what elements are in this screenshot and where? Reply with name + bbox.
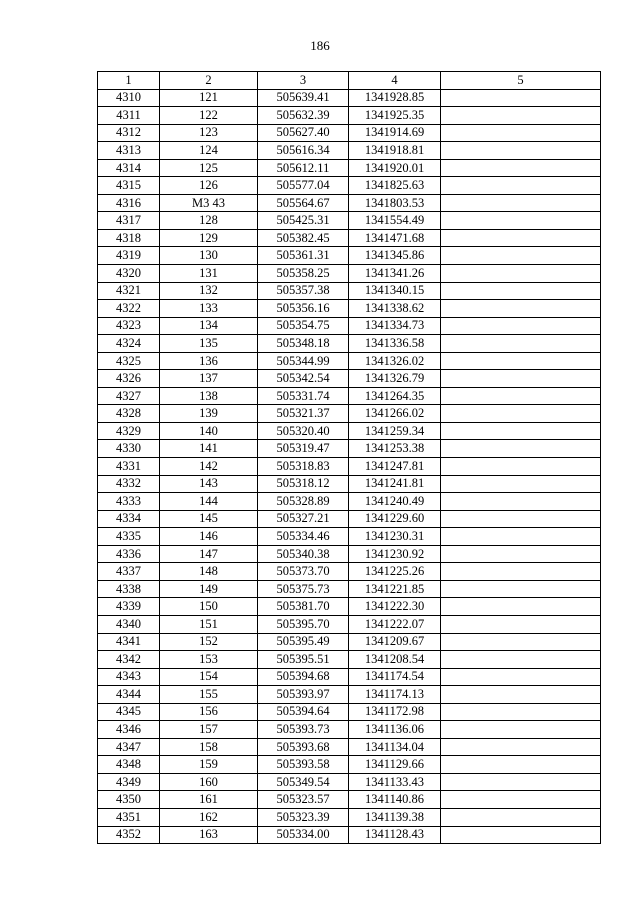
table-row — [98, 756, 601, 774]
table-cell: 1341172.98 — [349, 703, 441, 721]
table-cell — [441, 387, 601, 405]
table-cell: 1341336.58 — [349, 335, 441, 353]
table-cell: 4315 — [98, 177, 160, 195]
table-cell: 4331 — [98, 458, 160, 476]
table-cell: 505639.41 — [258, 89, 349, 107]
table-cell: 4350 — [98, 791, 160, 809]
table-row — [98, 317, 601, 335]
table-cell: 122 — [160, 107, 258, 125]
table-cell: 133 — [160, 300, 258, 318]
table-cell: 505331.74 — [258, 387, 349, 405]
table-cell: 1341920.01 — [349, 159, 441, 177]
table-cell: 1341914.69 — [349, 124, 441, 142]
table-cell — [441, 458, 601, 476]
table-row — [98, 545, 601, 563]
table-cell: 160 — [160, 773, 258, 791]
table-cell: 4337 — [98, 563, 160, 581]
table-row — [98, 440, 601, 458]
table-cell: 4342 — [98, 651, 160, 669]
table-cell — [441, 738, 601, 756]
table-cell: 156 — [160, 703, 258, 721]
table-cell: 505394.64 — [258, 703, 349, 721]
table-cell — [441, 773, 601, 791]
table-cell — [441, 282, 601, 300]
table-cell: 145 — [160, 510, 258, 528]
table-cell: 505395.51 — [258, 651, 349, 669]
table-cell — [441, 352, 601, 370]
table-row — [98, 808, 601, 826]
table-cell: 1341247.81 — [349, 458, 441, 476]
table-cell: 505356.16 — [258, 300, 349, 318]
table-cell — [441, 686, 601, 704]
table-row — [98, 668, 601, 686]
table-cell: 4345 — [98, 703, 160, 721]
table-cell — [441, 124, 601, 142]
table-cell: 1341140.86 — [349, 791, 441, 809]
table-cell: 1341230.31 — [349, 528, 441, 546]
table-cell — [441, 475, 601, 493]
table-cell: 157 — [160, 721, 258, 739]
column-header: 5 — [441, 72, 601, 90]
table-cell: 1341338.62 — [349, 300, 441, 318]
table-cell: 505358.25 — [258, 265, 349, 283]
table-cell: 162 — [160, 808, 258, 826]
table-cell: 1341139.38 — [349, 808, 441, 826]
table-cell: 505382.45 — [258, 229, 349, 247]
table-cell: 124 — [160, 142, 258, 160]
table-cell: 505425.31 — [258, 212, 349, 230]
table-cell: 4333 — [98, 493, 160, 511]
table-cell: 132 — [160, 282, 258, 300]
table-cell: 505340.38 — [258, 545, 349, 563]
table-cell: 505328.89 — [258, 493, 349, 511]
table-cell — [441, 212, 601, 230]
table-cell: 152 — [160, 633, 258, 651]
table-cell: 505318.83 — [258, 458, 349, 476]
table-cell: 1341129.66 — [349, 756, 441, 774]
table-cell — [441, 107, 601, 125]
table-cell: 505395.70 — [258, 615, 349, 633]
table-cell: 505348.18 — [258, 335, 349, 353]
table-cell: 4326 — [98, 370, 160, 388]
table-cell: 128 — [160, 212, 258, 230]
table-cell — [441, 528, 601, 546]
table-cell: 148 — [160, 563, 258, 581]
table-cell: 1341134.04 — [349, 738, 441, 756]
table-cell: 137 — [160, 370, 258, 388]
table-cell — [441, 194, 601, 212]
table-cell — [441, 422, 601, 440]
table-cell — [441, 510, 601, 528]
table-cell: 505323.57 — [258, 791, 349, 809]
table-cell: 163 — [160, 826, 258, 844]
table-cell: 1341471.68 — [349, 229, 441, 247]
table-cell: 1341825.63 — [349, 177, 441, 195]
table-cell: 505393.97 — [258, 686, 349, 704]
table-cell: 1341918.81 — [349, 142, 441, 160]
table-row — [98, 686, 601, 704]
table-cell: 146 — [160, 528, 258, 546]
table-cell — [441, 159, 601, 177]
table-cell: 4327 — [98, 387, 160, 405]
table-cell: 505344.99 — [258, 352, 349, 370]
table-cell: 1341326.02 — [349, 352, 441, 370]
table-cell: 4324 — [98, 335, 160, 353]
table-cell — [441, 791, 601, 809]
table-cell: 4347 — [98, 738, 160, 756]
table-row — [98, 633, 601, 651]
table-cell: 1341229.60 — [349, 510, 441, 528]
table-cell: 505381.70 — [258, 598, 349, 616]
table-row — [98, 615, 601, 633]
table-row — [98, 721, 601, 739]
table-cell: 1341209.67 — [349, 633, 441, 651]
table-cell — [441, 300, 601, 318]
table-cell: 1341345.86 — [349, 247, 441, 265]
table-cell: 1341326.79 — [349, 370, 441, 388]
table-cell: 1341253.38 — [349, 440, 441, 458]
table-cell: 4316 — [98, 194, 160, 212]
table-cell: 1341803.53 — [349, 194, 441, 212]
table-cell — [441, 177, 601, 195]
table-cell: 4317 — [98, 212, 160, 230]
table-cell: 142 — [160, 458, 258, 476]
table-cell — [441, 598, 601, 616]
table-cell: 4325 — [98, 352, 160, 370]
table-cell — [441, 756, 601, 774]
table-cell: 1341554.49 — [349, 212, 441, 230]
table-cell: 130 — [160, 247, 258, 265]
table-cell: 4348 — [98, 756, 160, 774]
table-cell: 505375.73 — [258, 580, 349, 598]
table-cell — [441, 808, 601, 826]
table-row — [98, 651, 601, 669]
table-cell: 505354.75 — [258, 317, 349, 335]
table-row — [98, 387, 601, 405]
table-cell: 505357.38 — [258, 282, 349, 300]
column-header: 4 — [349, 72, 441, 90]
table-cell: 505577.04 — [258, 177, 349, 195]
table-cell: 505361.31 — [258, 247, 349, 265]
table-row — [98, 282, 601, 300]
column-header: 1 — [98, 72, 160, 90]
table-cell: 505632.39 — [258, 107, 349, 125]
table-cell — [441, 580, 601, 598]
table-cell — [441, 89, 601, 107]
table-cell: 4330 — [98, 440, 160, 458]
table-row — [98, 528, 601, 546]
table-row — [98, 703, 601, 721]
table-cell: 4336 — [98, 545, 160, 563]
coordinates-table — [97, 71, 601, 844]
table-cell: 4339 — [98, 598, 160, 616]
table-cell — [441, 493, 601, 511]
table-cell: 158 — [160, 738, 258, 756]
table-cell: 135 — [160, 335, 258, 353]
table-cell: 147 — [160, 545, 258, 563]
table-row — [98, 300, 601, 318]
table-cell: 4310 — [98, 89, 160, 107]
table-cell — [441, 651, 601, 669]
table-cell: 4346 — [98, 721, 160, 739]
table-cell: 4335 — [98, 528, 160, 546]
table-cell: 505323.39 — [258, 808, 349, 826]
table-cell: 505393.68 — [258, 738, 349, 756]
table-cell: 4334 — [98, 510, 160, 528]
table-row — [98, 212, 601, 230]
table-row — [98, 458, 601, 476]
table-cell — [441, 265, 601, 283]
table-cell: 505373.70 — [258, 563, 349, 581]
table-cell: 4343 — [98, 668, 160, 686]
table-cell: 1341240.49 — [349, 493, 441, 511]
table-cell: 1341174.13 — [349, 686, 441, 704]
table-cell: 143 — [160, 475, 258, 493]
table-row — [98, 142, 601, 160]
table-cell: 4318 — [98, 229, 160, 247]
table-cell: 1341264.35 — [349, 387, 441, 405]
table-cell: 1341341.26 — [349, 265, 441, 283]
table-cell — [441, 142, 601, 160]
table-cell: 505394.68 — [258, 668, 349, 686]
table-cell: 1341925.35 — [349, 107, 441, 125]
table-cell: 505318.12 — [258, 475, 349, 493]
table-cell — [441, 826, 601, 844]
table-cell: 1341128.43 — [349, 826, 441, 844]
table-cell: 144 — [160, 493, 258, 511]
table-cell: 505627.40 — [258, 124, 349, 142]
table-row — [98, 352, 601, 370]
table-cell: 4322 — [98, 300, 160, 318]
table-cell: 154 — [160, 668, 258, 686]
table-cell: 4314 — [98, 159, 160, 177]
table-row — [98, 826, 601, 844]
table-cell: 129 — [160, 229, 258, 247]
table-cell: 505564.67 — [258, 194, 349, 212]
page-number: 186 — [310, 38, 330, 53]
table-cell: 4328 — [98, 405, 160, 423]
table-row — [98, 265, 601, 283]
table-cell: 1341208.54 — [349, 651, 441, 669]
table-cell: 1341259.34 — [349, 422, 441, 440]
table-cell: 4311 — [98, 107, 160, 125]
table-row — [98, 791, 601, 809]
table-cell: 505612.11 — [258, 159, 349, 177]
table-row — [98, 247, 601, 265]
table-cell: 161 — [160, 791, 258, 809]
table-header-row — [98, 72, 601, 90]
table-row — [98, 510, 601, 528]
table-cell: 134 — [160, 317, 258, 335]
table-cell — [441, 229, 601, 247]
table-cell — [441, 317, 601, 335]
table-cell — [441, 615, 601, 633]
table-cell — [441, 668, 601, 686]
table-row — [98, 405, 601, 423]
table-cell: 1341230.92 — [349, 545, 441, 563]
table-cell: 1341241.81 — [349, 475, 441, 493]
table-cell: 141 — [160, 440, 258, 458]
table-cell: 4321 — [98, 282, 160, 300]
table-cell — [441, 405, 601, 423]
table-cell: 505319.47 — [258, 440, 349, 458]
table-cell: 1341340.15 — [349, 282, 441, 300]
table-cell — [441, 633, 601, 651]
table-cell: 505393.58 — [258, 756, 349, 774]
table-cell — [441, 247, 601, 265]
table-cell: 1341174.54 — [349, 668, 441, 686]
table-cell — [441, 545, 601, 563]
table-cell: 4332 — [98, 475, 160, 493]
table-cell: 4351 — [98, 808, 160, 826]
table-cell: 4320 — [98, 265, 160, 283]
table-cell — [441, 563, 601, 581]
table-row — [98, 598, 601, 616]
table-cell: 136 — [160, 352, 258, 370]
table-cell: 4319 — [98, 247, 160, 265]
table-row — [98, 177, 601, 195]
table-cell: 505334.46 — [258, 528, 349, 546]
table-cell: 505393.73 — [258, 721, 349, 739]
table-row — [98, 773, 601, 791]
table-cell: 131 — [160, 265, 258, 283]
table-cell: 126 — [160, 177, 258, 195]
table-cell: 140 — [160, 422, 258, 440]
table-cell: 150 — [160, 598, 258, 616]
table-cell: 1341928.85 — [349, 89, 441, 107]
table-row — [98, 124, 601, 142]
table-cell: 505349.54 — [258, 773, 349, 791]
table-cell: 4338 — [98, 580, 160, 598]
table-cell: 505334.00 — [258, 826, 349, 844]
table-cell: 4341 — [98, 633, 160, 651]
table-cell: 505395.49 — [258, 633, 349, 651]
table-row — [98, 229, 601, 247]
table-cell: 4312 — [98, 124, 160, 142]
table-cell: 4349 — [98, 773, 160, 791]
table-cell — [441, 703, 601, 721]
table-row — [98, 493, 601, 511]
table-row — [98, 194, 601, 212]
column-header: 2 — [160, 72, 258, 90]
table-cell: 1341334.73 — [349, 317, 441, 335]
table-cell: 505342.54 — [258, 370, 349, 388]
table-cell: 1341225.26 — [349, 563, 441, 581]
table-cell: 125 — [160, 159, 258, 177]
table-body — [98, 89, 601, 844]
table-cell — [441, 335, 601, 353]
table-row — [98, 107, 601, 125]
table-row — [98, 475, 601, 493]
table-cell: 149 — [160, 580, 258, 598]
table-cell — [441, 370, 601, 388]
table-cell: 4340 — [98, 615, 160, 633]
table-cell: 155 — [160, 686, 258, 704]
table-cell: 4313 — [98, 142, 160, 160]
table-row — [98, 580, 601, 598]
table-cell: 505327.21 — [258, 510, 349, 528]
table-cell: 4352 — [98, 826, 160, 844]
table-cell: 505320.40 — [258, 422, 349, 440]
table-cell: 139 — [160, 405, 258, 423]
table-cell: 138 — [160, 387, 258, 405]
table-cell: 4329 — [98, 422, 160, 440]
table-cell: 123 — [160, 124, 258, 142]
table-cell: 153 — [160, 651, 258, 669]
table-row — [98, 335, 601, 353]
table-cell: 1341222.30 — [349, 598, 441, 616]
table-row — [98, 738, 601, 756]
table-cell: 151 — [160, 615, 258, 633]
table-row — [98, 563, 601, 581]
table-row — [98, 89, 601, 107]
table-row — [98, 370, 601, 388]
table-cell: 1341221.85 — [349, 580, 441, 598]
table-cell — [441, 440, 601, 458]
table-cell: М3 43 — [160, 194, 258, 212]
table-cell: 1341222.07 — [349, 615, 441, 633]
table-row — [98, 159, 601, 177]
table-cell: 4323 — [98, 317, 160, 335]
table-cell: 1341266.02 — [349, 405, 441, 423]
table-cell: 159 — [160, 756, 258, 774]
table-cell: 505616.34 — [258, 142, 349, 160]
table-cell: 505321.37 — [258, 405, 349, 423]
table-cell: 121 — [160, 89, 258, 107]
table-row — [98, 422, 601, 440]
table-cell: 1341136.06 — [349, 721, 441, 739]
table-cell: 4344 — [98, 686, 160, 704]
table-cell — [441, 721, 601, 739]
column-header: 3 — [258, 72, 349, 90]
table-cell: 1341133.43 — [349, 773, 441, 791]
